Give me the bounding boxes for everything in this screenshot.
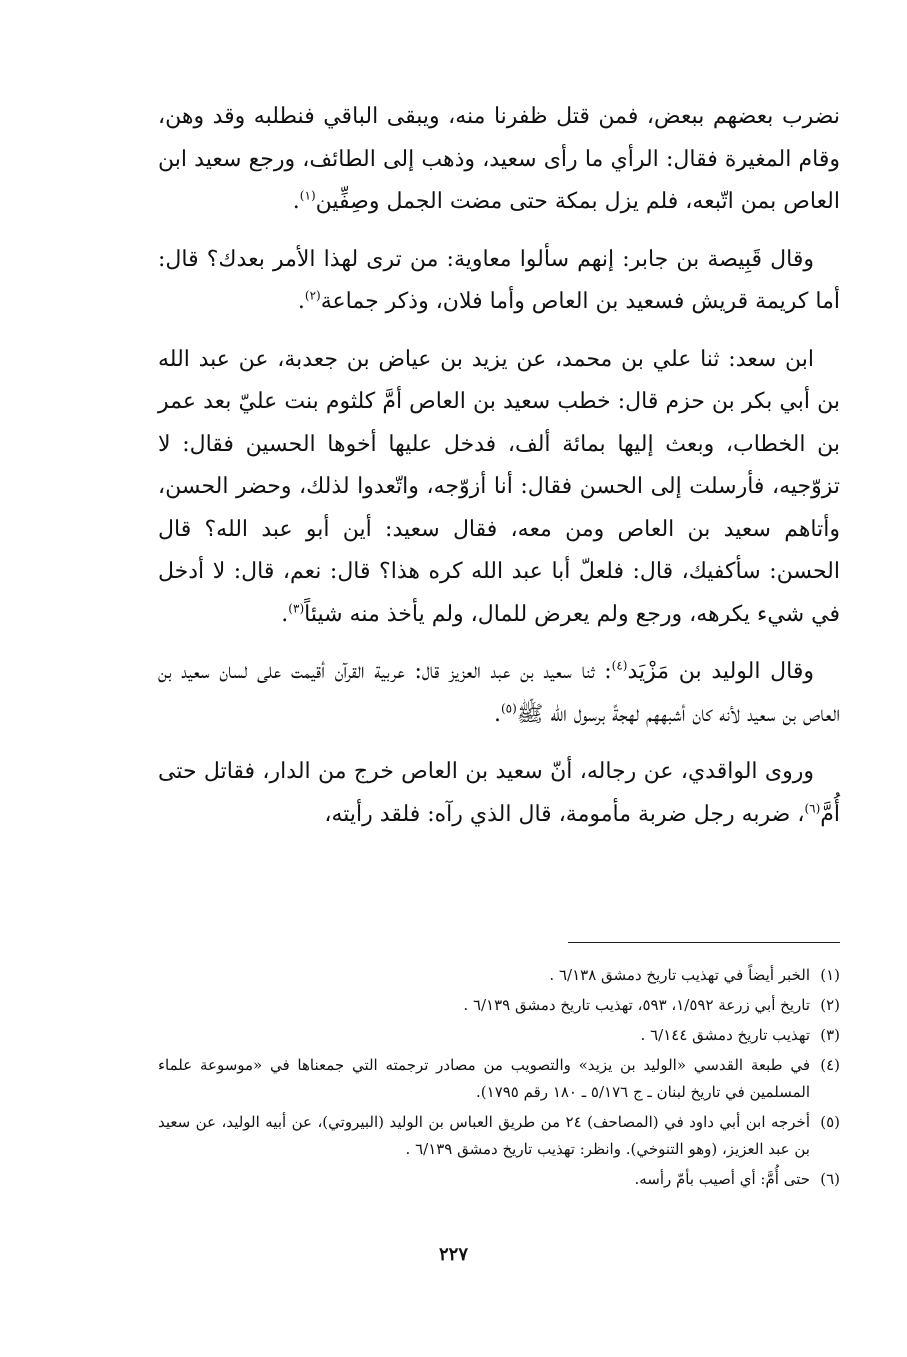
footnote-marker: (١) [299,188,316,203]
paragraph-end: . [493,701,501,727]
paragraph-text: نضرب بعضهم ببعض، فمن قتل ظفرنا منه، ويبقى الباقي فنطلبه وقد وهن، وقام المغيرة فقال: الرأي ما رأى سعيد، وذهب إلى الطائف، ورجع سعيد ابن العاص بمن اتّبعه، فلم يزل بمكة حتى مضت الجمل وصِفِّين [158,104,840,214]
paragraph-text: : ثنا سعيد بن عبد العزيز قال: عربية القرآن أقيمت على لسان سعيد بن العاص بن سعيد لأنه كان أشبههم لهجةً برسول الله ﷺ [158,659,840,727]
page-number: ٢٢٧ [438,1244,468,1265]
footnote-marker: (٤) [611,658,628,673]
paragraph-end: . [297,289,305,314]
footnote-divider [568,942,840,943]
footnote-item [158,1166,840,1193]
footnote-text: في طبعة القدسي «الوليد بن يزيد» والتصويب من مصادر ترجمته التي جمعناها في «موسوعة علماء المسلمين في تاريخ لبنان ـ ج ٥/١٧٦ ـ ١٨٠ رقم ١٧٩٥). [158,1056,810,1101]
paragraph-end: . [292,189,300,214]
footnote-text: تاريخ أبي زرعة ١/٥٩٢، ٥٩٣، تهذيب تاريخ دمشق ٦/١٣٩ . [463,996,810,1014]
footnote-number: (١) [820,966,840,984]
paragraph-5 [158,751,840,836]
footnote-number: (٤) [820,1056,840,1074]
paragraph-1 [158,96,840,224]
footnote-text: الخبر أيضاً في تهذيب تاريخ دمشق ٦/١٣٨ . [549,966,810,984]
footnote-marker: (٢) [304,288,321,303]
footnote-text: تهذيب تاريخ دمشق ٦/١٤٤ . [640,1026,810,1044]
paragraph-text-start: وروى الواقدي، عن رجاله، أنّ سعيد بن العاص خرج من الدار، فقاتل حتى أُمَّ [158,759,840,827]
main-text [158,96,840,851]
footnote-item [158,992,840,1019]
paragraph-2 [158,239,840,324]
footnote-item [158,1052,840,1106]
footnote-number: (٢) [820,996,840,1014]
footnote-number: (٣) [820,1026,840,1044]
paragraph-text: ابن سعد: ثنا علي بن محمد، عن يزيد بن عياض بن جعدبة، عن عبد الله بن أبي بكر بن حزم قال: خطب سعيد بن العاص أمَّ كلثوم بنت عليّ بعد عمر بن الخطاب، وبعث إليها بمائة ألف، فدخل عليها أخوها الحسين فقال: لا تزوّجيه، فأرسلت إلى الحسن فقال: أنا أزوّجه، واتّعدوا لذلك، وحضر الحسن، وأتاهم سعيد بن العاص ومن معه، فقال سعيد: أين أبو عبد الله؟ قال الحسن: سأكفيك، قال: فلعلّ أبا عبد الله كره هذا؟ قال: نعم، قال: لا أدخل في شيء يكرهه، ورجع ولم يعرض للمال، ولم يأخذ منه شيئاً [158,346,840,627]
footnotes-list [158,962,840,1196]
footnote-marker: (٥) [500,701,517,716]
paragraph-end: . [281,601,289,627]
footnote-marker: (٣) [288,601,305,616]
paragraph-4 [158,651,840,736]
footnote-marker: (٦) [804,801,821,816]
paragraph-text-start: وقال الوليد بن مَزْيَد [627,659,814,684]
footnote-number: (٥) [820,1113,840,1131]
footnote-item [158,1022,840,1049]
paragraph-text: وقال قَبِيصة بن جابر: إنهم سألوا معاوية: من ترى لهذا الأمر بعدك؟ قال: أما كريمة قريش فسعيد بن العاص وأما فلان، وذكر جماعة [158,246,840,314]
footnote-text: حتى أُمَّ: أي أصيب بأمّ رأسه. [634,1170,810,1188]
paragraph-3 [158,339,840,637]
paragraph-text: ، ضربه رجل ضربة مأمومة، قال الذي رآه: فلقد رأيته، [324,801,805,827]
footnote-item [158,962,840,989]
footnote-text: أخرجه ابن أبي داود في (المصاحف) ٢٤ من طريق العباس بن الوليد (البيروتي)، عن أبيه الوليد، عن سعيد بن عبد العزيز، (وهو التنوخي). وانظر: تهذيب تاريخ دمشق ٦/١٣٩ . [158,1113,810,1158]
footnote-number: (٦) [820,1170,840,1188]
footnote-item [158,1109,840,1163]
